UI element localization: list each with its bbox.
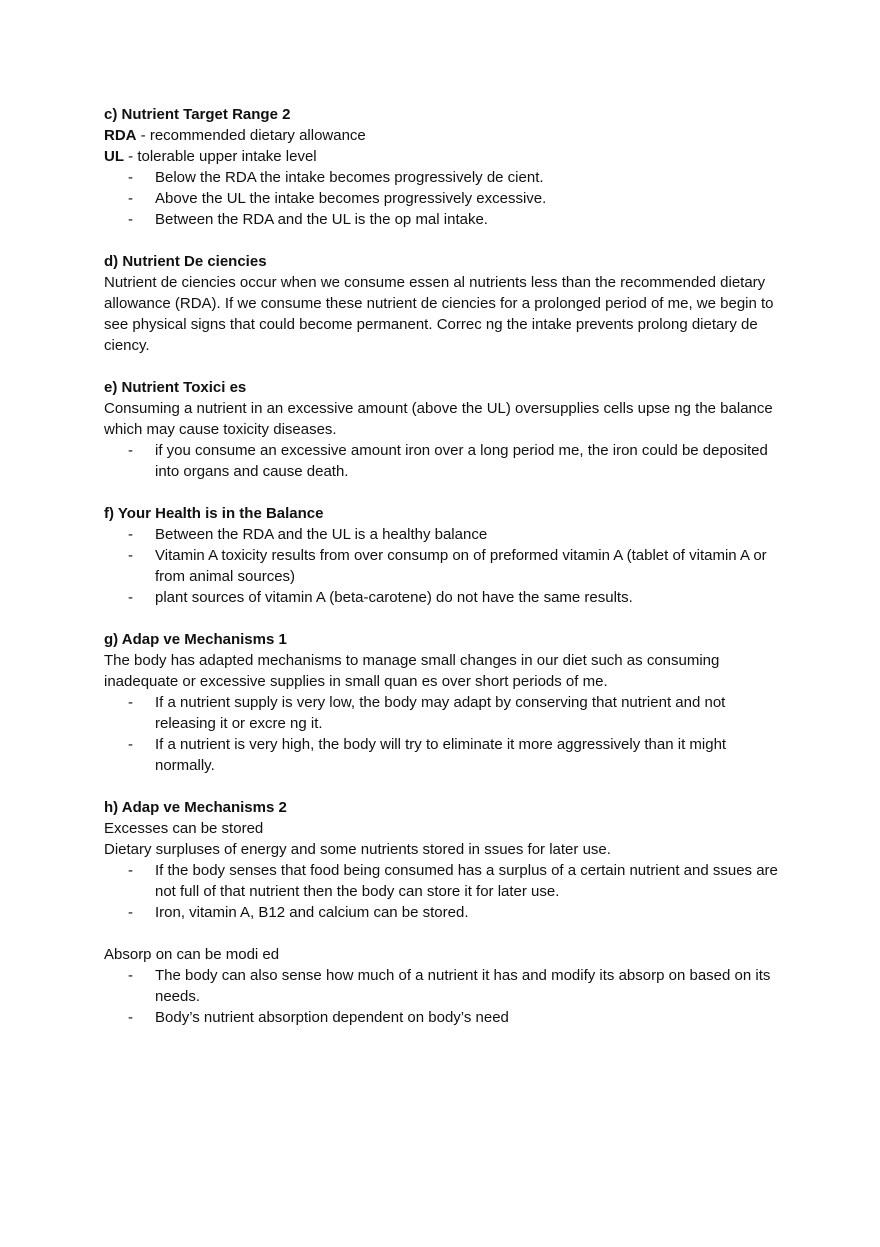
list-item-text: Below the RDA the intake becomes progressively de cient. — [155, 169, 544, 186]
dash-marker: - — [128, 1009, 133, 1026]
document-page — [104, 104, 784, 1028]
section-health-balance — [104, 503, 784, 608]
list-item-text: Between the RDA and the UL is the op mal intake. — [155, 211, 488, 228]
section-heading: d) Nutrient De ciencies — [104, 253, 267, 270]
definition-rda — [104, 125, 784, 146]
list-item — [104, 545, 784, 587]
section-nutrient-deficiencies — [104, 251, 784, 356]
dash-marker: - — [128, 211, 133, 228]
dash-marker: - — [128, 967, 133, 984]
list-item — [104, 692, 784, 734]
list-item-text: Body’s nutrient absorption dependent on body’s need — [155, 1009, 509, 1026]
list-item-text: If the body senses that food being consumed has a surplus of a certain nutrient and ssues are not full of that nutrient then the body can store it for later use. — [155, 862, 778, 900]
section-heading: f) Your Health is in the Balance — [104, 505, 324, 522]
bullet-list — [104, 860, 784, 923]
list-item — [104, 587, 784, 608]
dash-marker: - — [128, 526, 133, 543]
dash-marker: - — [128, 169, 133, 186]
list-item — [104, 965, 784, 1007]
list-item — [104, 524, 784, 545]
list-item-text: Above the UL the intake becomes progressively excessive. — [155, 190, 547, 207]
list-item — [104, 440, 784, 482]
dash-marker: - — [128, 442, 133, 459]
list-item-text: plant sources of vitamin A (beta-carotene) do not have the same results. — [155, 589, 633, 606]
list-item — [104, 902, 784, 923]
section-adaptive-mechanisms-1 — [104, 629, 784, 776]
list-item-text: Iron, vitamin A, B12 and calcium can be stored. — [155, 904, 469, 921]
definition-term: UL — [104, 148, 124, 165]
paragraph: Nutrient de ciencies occur when we consume essen al nutrients less than the recommended dietary allowance (RDA). If we consume these nutrient de ciencies for a prolonged period of me, we begin to see physical signs that could become permanent. Correc ng the intake prevents prolong dietary de ciency. — [104, 274, 774, 354]
section-heading: c) Nutrient Target Range 2 — [104, 106, 291, 123]
list-item — [104, 734, 784, 776]
list-item — [104, 209, 784, 230]
definition-ul — [104, 146, 784, 167]
list-item-text: Between the RDA and the UL is a healthy balance — [155, 526, 488, 543]
section-nutrient-target-range-2 — [104, 104, 784, 230]
section-nutrient-toxicities — [104, 377, 784, 482]
section-heading: h) Adap ve Mechanisms 2 — [104, 799, 287, 816]
definition-term: RDA — [104, 127, 137, 144]
list-item — [104, 860, 784, 902]
list-item-text: Vitamin A toxicity results from over consump on of preformed vitamin A (tablet of vitamin A or from animal sources) — [155, 547, 767, 585]
paragraph: Dietary surpluses of energy and some nutrients stored in ssues for later use. — [104, 841, 611, 858]
definition-text: - tolerable upper intake level — [124, 148, 317, 165]
bullet-list — [104, 440, 784, 482]
bullet-list — [104, 167, 784, 230]
section-heading: e) Nutrient Toxici es — [104, 379, 247, 396]
dash-marker: - — [128, 694, 133, 711]
dash-marker: - — [128, 190, 133, 207]
definition-text: - recommended dietary allowance — [136, 127, 366, 144]
list-item-text: If a nutrient supply is very low, the body may adapt by conserving that nutrient and not releasing it or excre ng it. — [155, 694, 726, 732]
paragraph: Consuming a nutrient in an excessive amount (above the UL) oversupplies cells upse ng the balance which may cause toxicity diseases. — [104, 400, 773, 438]
list-item — [104, 167, 784, 188]
list-item-text: if you consume an excessive amount iron over a long period me, the iron could be deposited into organs and cause death. — [155, 442, 768, 480]
list-item-text: The body can also sense how much of a nutrient it has and modify its absorp on based on its needs. — [155, 967, 771, 1005]
dash-marker: - — [128, 547, 133, 564]
paragraph: The body has adapted mechanisms to manage small changes in our diet such as consuming inadequate or excessive supplies in small quan es over short periods of me. — [104, 652, 720, 690]
dash-marker: - — [128, 589, 133, 606]
dash-marker: - — [128, 736, 133, 753]
bullet-list — [104, 965, 784, 1028]
bullet-list — [104, 524, 784, 608]
list-item-text: If a nutrient is very high, the body will try to eliminate it more aggressively than it might normally. — [155, 736, 727, 774]
spacer — [104, 923, 784, 944]
section-heading: g) Adap ve Mechanisms 1 — [104, 631, 287, 648]
list-item — [104, 1007, 784, 1028]
paragraph: Excesses can be stored — [104, 820, 264, 837]
list-item — [104, 188, 784, 209]
dash-marker: - — [128, 862, 133, 879]
bullet-list — [104, 692, 784, 776]
dash-marker: - — [128, 904, 133, 921]
paragraph: Absorp on can be modi ed — [104, 946, 280, 963]
section-adaptive-mechanisms-2 — [104, 797, 784, 1028]
